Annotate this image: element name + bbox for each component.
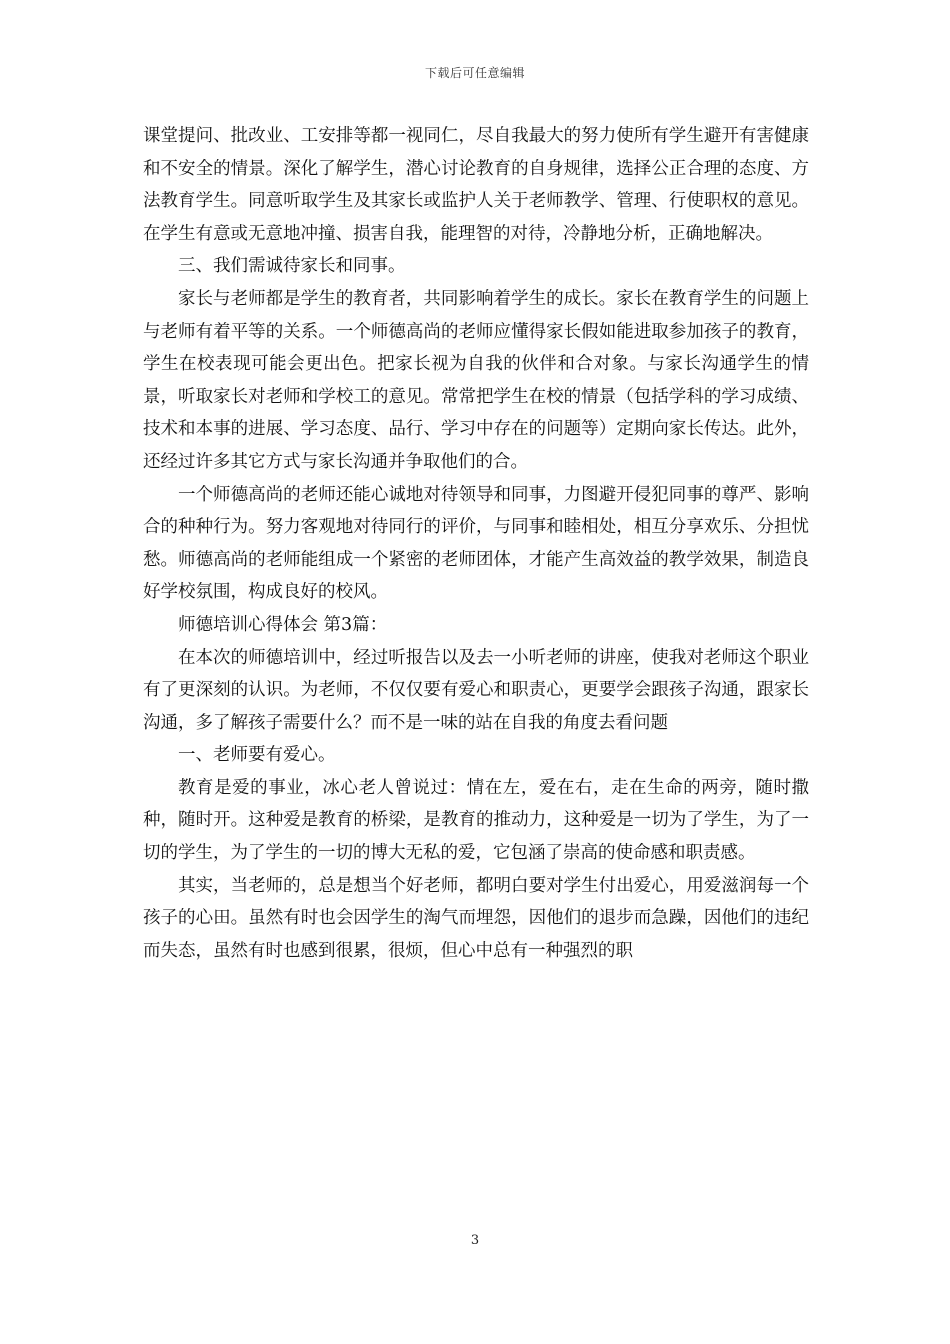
article-title: 师德培训心得体会 第3篇： xyxy=(178,614,388,635)
section-heading-one: 一、老师要有爱心。 xyxy=(178,745,336,766)
paragraph-continued: 课堂提问、批改业、工安排等都一视同仁，尽自我最大的努力使所有学生避开有害健康和不安全的情景。深化了解学生，潜心讨论教育的自身规律，选择公正合理的态度、方法教育学生。同意听取学生及其家长或监护人关于老师教学、管理、行使职权的意见。在学生有意或无意地冲撞、损害自我，能理智的对待，冷静地分析，正确地解决。 xyxy=(143,126,809,244)
paragraph: 在本次的师德培训中，经过听报告以及去一小听老师的讲座，使我对老师这个职业有了更深刻的认识。为老师，不仅仅要有爱心和职责心，更要学会跟孩子沟通，跟家长沟通，多了解孩子需要什么？而不是一味的站在自我的角度去看问题 xyxy=(143,647,809,733)
section-heading-three: 三、我们需诚待家长和同事。 xyxy=(178,256,406,277)
paragraph: 一个师德高尚的老师还能心诚地对待领导和同事，力图避开侵犯同事的尊严、影响合的种种行为。努力客观地对待同行的评价，与同事和睦相处，相互分享欢乐、分担忧愁。师德高尚的老师能组成一个紧密的老师团体，才能产生高效益的教学效果，制造良好学校氛围，构成良好的校风。 xyxy=(143,484,809,603)
paragraph: 家长与老师都是学生的教育者，共同影响着学生的成长。家长在教育学生的问题上与老师有着平等的关系。一个师德高尚的老师应懂得家长假如能进取参加孩子的教育，学生在校表现可能会更出色。把家长视为自我的伙伴和合对象。与家长沟通学生的情景，听取家长对老师和学校工的意见。常常把学生在校的情景（包括学科的学习成绩、技术和本事的进展、学习态度、品行、学习中存在的问题等）定期向家长传达。此外，还经过许多其它方式与家长沟通并争取他们的合。 xyxy=(143,288,809,472)
page-header: 下载后可任意编辑 xyxy=(424,66,525,80)
paragraph: 教育是爱的事业，冰心老人曾说过：情在左，爱在右，走在生命的两旁，随时撒种，随时开。这种爱是教育的桥梁，是教育的推动力，这种爱是一切为了学生，为了一切的学生，为了学生的一切的博大无私的爱，它包涵了崇高的使命感和职责感。 xyxy=(143,777,809,864)
document-body xyxy=(143,120,809,967)
paragraph: 其实，当老师的，总是想当个好老师，都明白要对学生付出爱心，用爱滋润每一个孩子的心田。虽然有时也会因学生的淘气而埋怨，因他们的退步而急躁，因他们的违纪而失态，虽然有时也感到很累，很烦，但心中总有一种强烈的职 xyxy=(143,875,809,961)
page-number: 3 xyxy=(470,1233,480,1248)
